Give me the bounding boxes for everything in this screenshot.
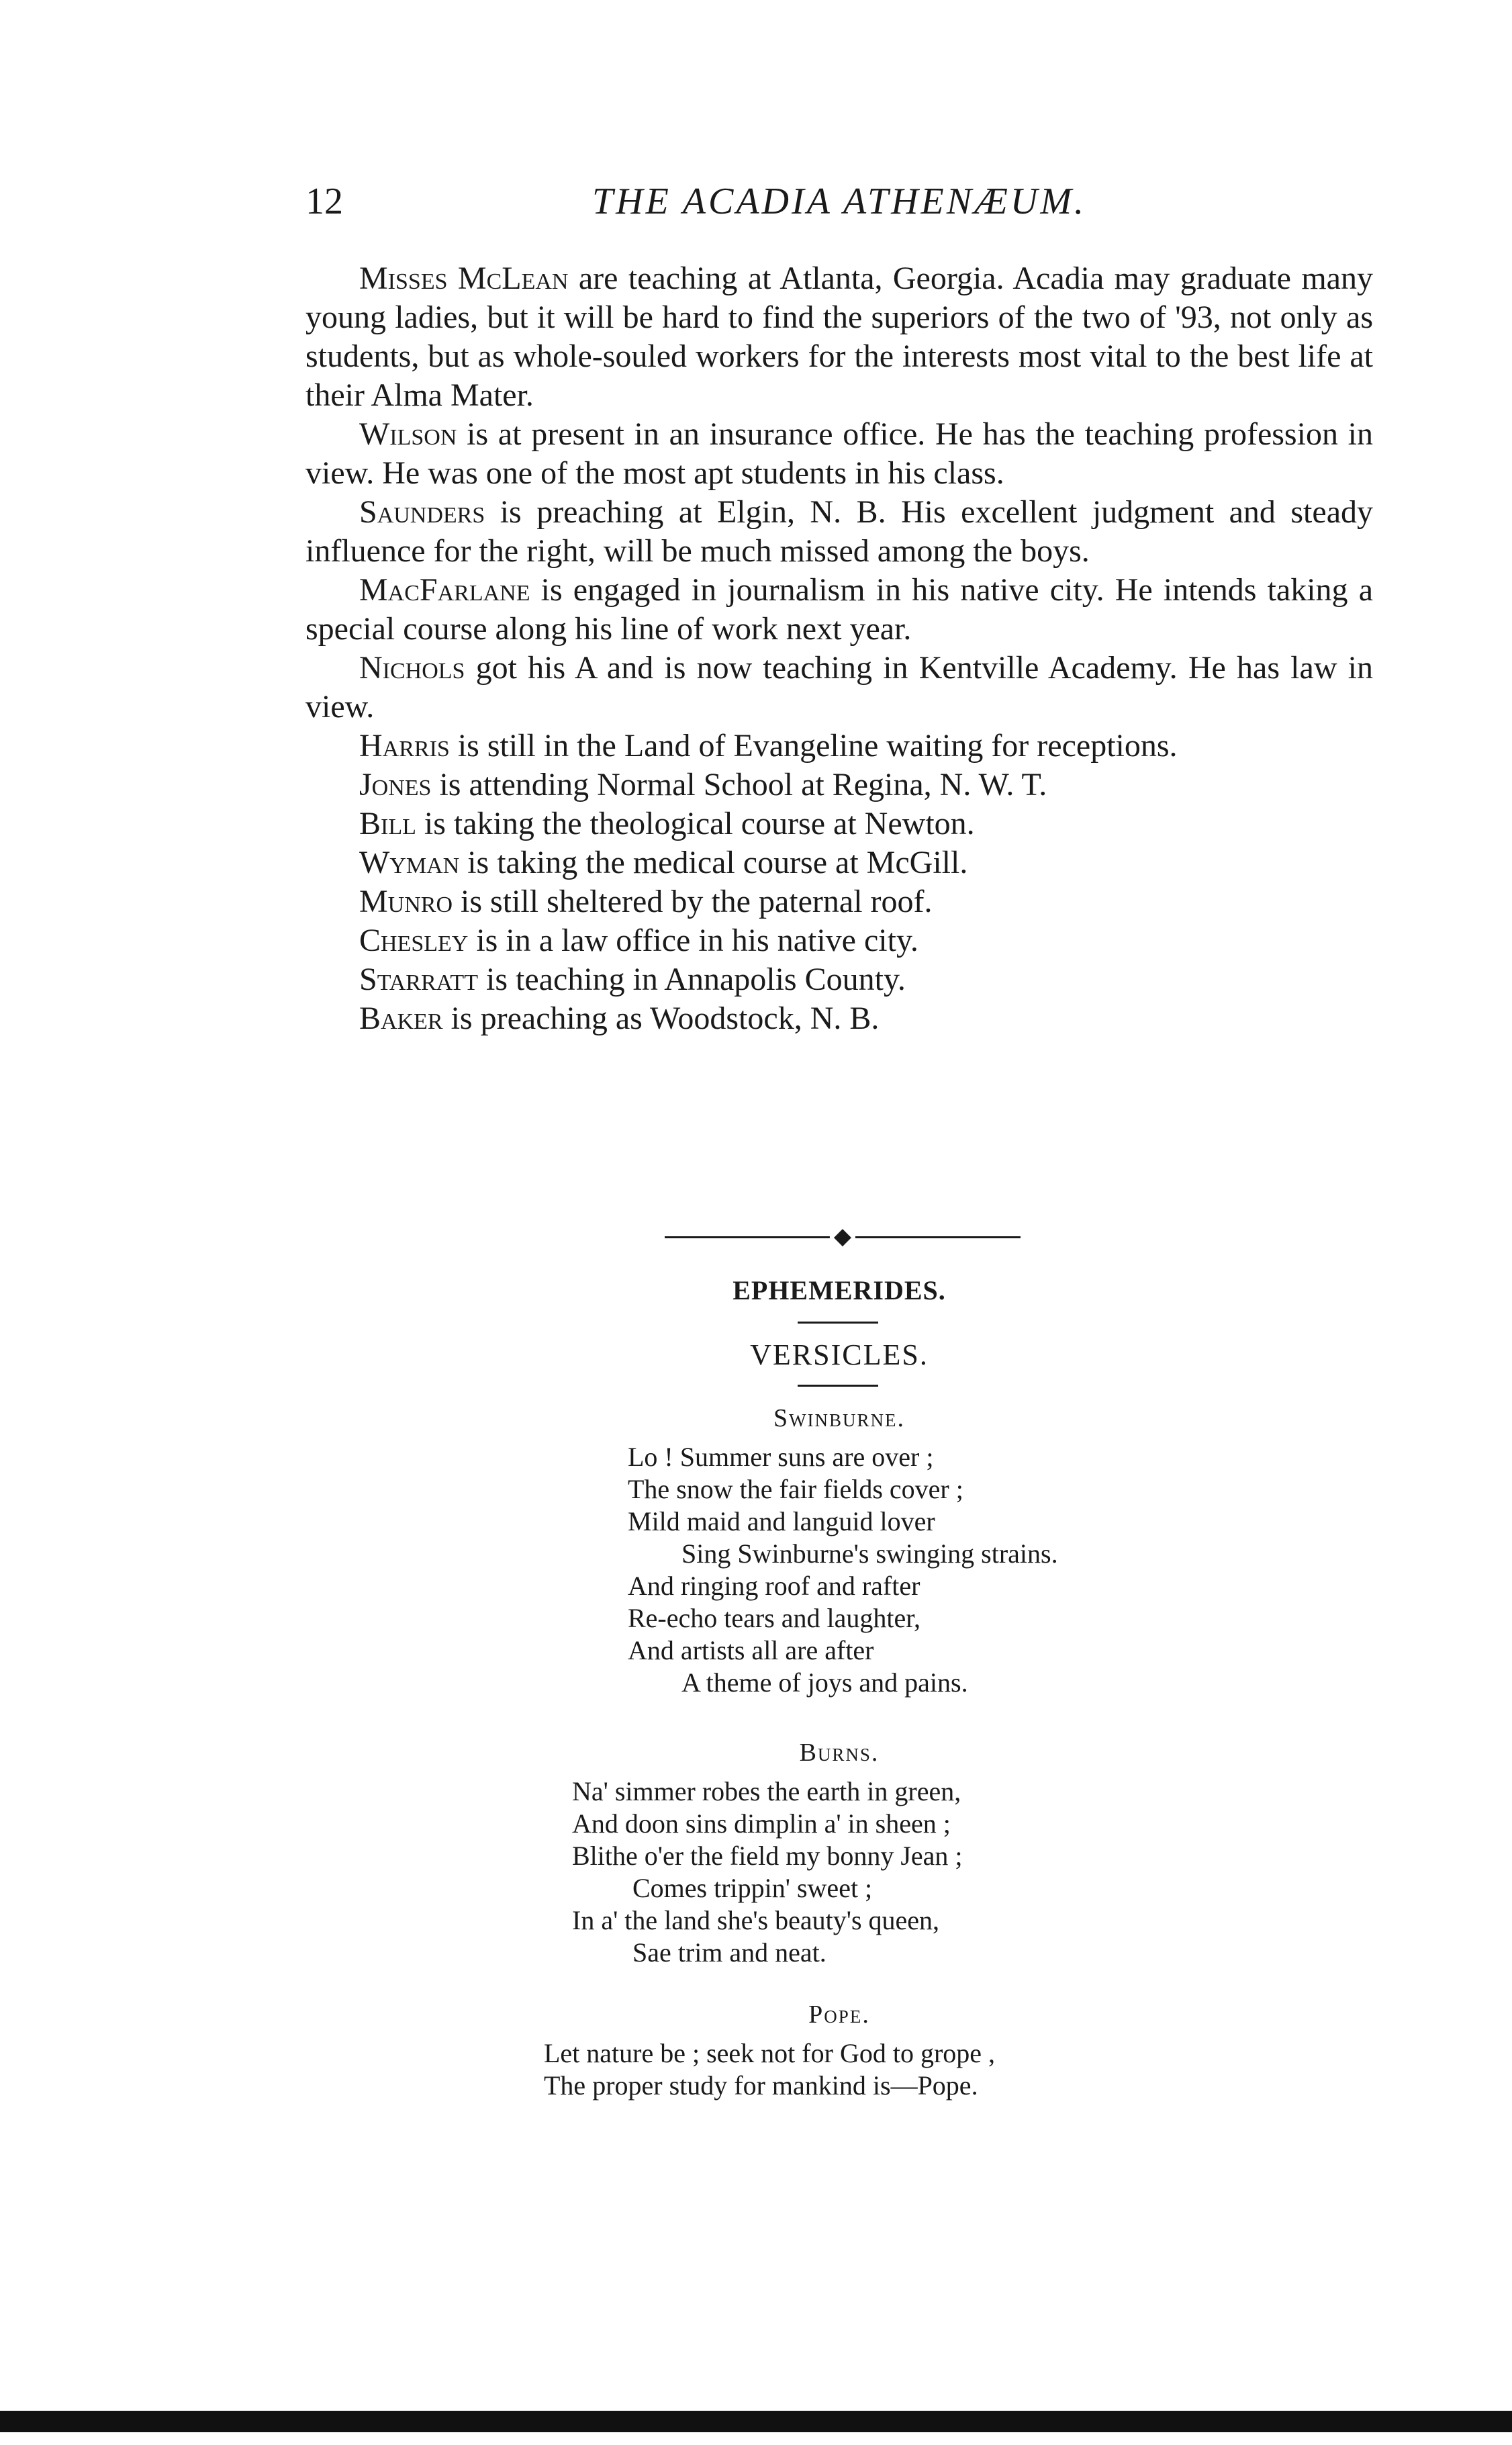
poem-burns <box>572 1775 963 1969</box>
note-text: is still sheltered by the paternal roof. <box>453 884 933 919</box>
poem-pope <box>544 2037 995 2102</box>
poem-line: Let nature be ; seek not for God to grope , <box>544 2038 996 2068</box>
note-name: Wilson <box>359 416 457 452</box>
note-name: Chesley <box>359 923 469 958</box>
ornamental-rule <box>665 1224 1021 1249</box>
poem-line: And ringing roof and rafter <box>628 1571 920 1601</box>
note-text: is at present in an insurance office. He has the teaching profession in view. He was one of the most apt students in his class. <box>305 416 1373 491</box>
note-paragraph <box>305 415 1373 493</box>
page-number: 12 <box>305 181 343 222</box>
page-header <box>305 180 1373 234</box>
note-text: is attending Normal School at Regina, N. W. T. <box>431 767 1047 802</box>
note-text: is taking the medical course at McGill. <box>459 845 968 880</box>
poem-line: And doon sins dimplin a' in sheen ; <box>572 1808 951 1839</box>
short-rule <box>798 1385 878 1387</box>
poem-line: Na' simmer robes the earth in green, <box>572 1776 961 1806</box>
note-name: Nichols <box>359 650 465 686</box>
poem-title-pope: Pope. <box>808 2000 870 2029</box>
note-name: Harris <box>359 728 450 764</box>
bottom-scan-border <box>0 2411 1512 2432</box>
short-rule <box>798 1322 878 1324</box>
note-name: Munro <box>359 884 453 919</box>
diamond-ornament-icon: ◆ <box>830 1229 855 1245</box>
poem-line: The proper study for mankind is—Pope. <box>544 2070 978 2101</box>
poem-line: Comes trippin' sweet ; <box>632 1873 873 1903</box>
poem-line: In a' the land she's beauty's queen, <box>572 1905 940 1935</box>
note-paragraph <box>305 766 1373 804</box>
note-paragraph <box>305 921 1373 960</box>
running-title: THE ACADIA ATHENÆUM. <box>592 181 1086 222</box>
note-text: got his A and is now teaching in Kentville Academy. He has law in view. <box>305 650 1373 725</box>
note-text: is engaged in journalism in his native city. He intends taking a special course along his line of work next year. <box>305 572 1373 647</box>
note-paragraph <box>305 804 1373 843</box>
poem-line: Re-echo tears and laughter, <box>628 1603 920 1633</box>
poem-title-swinburne: Swinburne. <box>773 1404 906 1432</box>
note-text: is preaching at Elgin, N. B. His excellent judgment and steady influence for the right, will be much missed among the boys. <box>305 494 1373 569</box>
note-name: Wyman <box>359 845 460 880</box>
note-text: is taking the theological course at Newton. <box>416 806 975 841</box>
poem-line: A theme of joys and pains. <box>681 1667 968 1698</box>
poem-line: Sing Swinburne's swinging strains. <box>681 1538 1058 1569</box>
note-name: Baker <box>359 1001 443 1036</box>
note-name: MacFarlane <box>359 572 530 608</box>
note-name: Bill <box>359 806 416 841</box>
note-paragraph <box>305 727 1373 766</box>
poem-line: The snow the fair fields cover ; <box>628 1474 963 1504</box>
note-paragraph <box>305 999 1373 1038</box>
note-name: Saunders <box>359 494 485 530</box>
note-name: Jones <box>359 767 432 802</box>
note-text: is in a law office in his native city. <box>468 923 918 958</box>
poem-line: Sae trim and neat. <box>632 1937 826 1968</box>
poem-line: Lo ! Summer suns are over ; <box>628 1442 934 1472</box>
note-text: is teaching in Annapolis County. <box>477 962 906 997</box>
note-paragraph <box>305 882 1373 921</box>
poem-line: Blithe o'er the field my bonny Jean ; <box>572 1841 963 1871</box>
poem-line: And artists all are after <box>628 1635 874 1665</box>
note-paragraph <box>305 259 1373 415</box>
note-name: Starratt <box>359 962 478 997</box>
note-paragraph <box>305 493 1373 571</box>
poem-swinburne <box>628 1441 1058 1699</box>
section-title: EPHEMERIDES. <box>733 1275 946 1305</box>
note-name: Misses McLean <box>359 261 569 296</box>
note-text: are teaching at Atlanta, Georgia. Acadia may graduate many young ladies, but it will be hard to find the superiors of the two of '93, not only as students, but as whole-souled workers for the interests most vital to the best life at their Alma Mater. <box>305 261 1373 413</box>
note-paragraph <box>305 649 1373 727</box>
alumni-notes <box>305 259 1373 1038</box>
note-text: is preaching as Woodstock, N. B. <box>442 1001 880 1036</box>
note-text: is still in the Land of Evangeline waiting for receptions. <box>449 728 1178 764</box>
poem-title-burns: Burns. <box>799 1739 880 1767</box>
poem-line: Mild maid and languid lover <box>628 1506 935 1536</box>
note-paragraph <box>305 960 1373 999</box>
note-paragraph <box>305 571 1373 649</box>
subsection-title: VERSICLES. <box>750 1338 929 1371</box>
note-paragraph <box>305 843 1373 882</box>
